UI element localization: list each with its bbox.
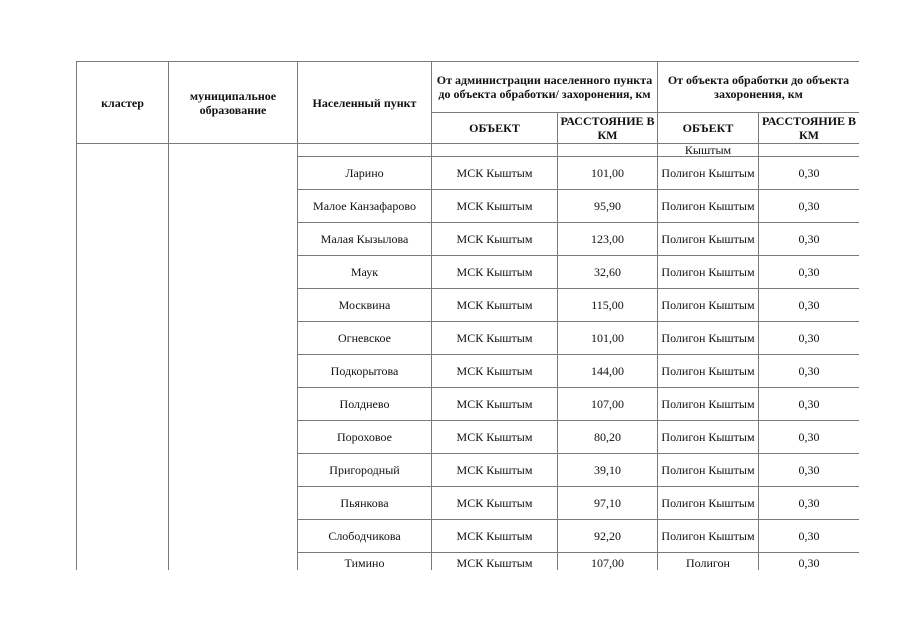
object1-cell: МСК Кыштым bbox=[432, 322, 558, 355]
settlement-cell: Тимино bbox=[298, 553, 432, 571]
object2-cell: Полигон Кыштым bbox=[658, 289, 759, 322]
distance1-cell: 144,00 bbox=[558, 355, 658, 388]
table-body bbox=[77, 144, 860, 571]
distance2-cell bbox=[759, 144, 860, 157]
object2-cell: Полигон Кыштым bbox=[658, 157, 759, 190]
settlement-cell: Пьянкова bbox=[298, 487, 432, 520]
object2-cell: Полигон Кыштым bbox=[658, 421, 759, 454]
distance1-cell bbox=[558, 144, 658, 157]
settlement-cell: Полднево bbox=[298, 388, 432, 421]
distance1-cell: 97,10 bbox=[558, 487, 658, 520]
distance1-cell: 101,00 bbox=[558, 157, 658, 190]
object2-cell: Полигон bbox=[658, 553, 759, 571]
municipality-cell bbox=[169, 144, 298, 571]
distance2-cell: 0,30 bbox=[759, 289, 860, 322]
distance1-cell: 101,00 bbox=[558, 322, 658, 355]
cluster-cell bbox=[77, 144, 169, 571]
settlement-cell: Пороховое bbox=[298, 421, 432, 454]
header-distance-2: РАССТОЯНИЕ В КМ bbox=[759, 113, 860, 144]
settlement-cell: Маук bbox=[298, 256, 432, 289]
distance1-cell: 92,20 bbox=[558, 520, 658, 553]
settlement-cell: Ларино bbox=[298, 157, 432, 190]
object2-cell: Полигон Кыштым bbox=[658, 388, 759, 421]
object2-cell: Полигон Кыштым bbox=[658, 520, 759, 553]
object1-cell: МСК Кыштым bbox=[432, 355, 558, 388]
settlement-cell: Слободчикова bbox=[298, 520, 432, 553]
object1-cell: МСК Кыштым bbox=[432, 388, 558, 421]
object2-cell: Кыштым bbox=[658, 144, 759, 157]
object1-cell: МСК Кыштым bbox=[432, 421, 558, 454]
distance1-cell: 32,60 bbox=[558, 256, 658, 289]
distance2-cell: 0,30 bbox=[759, 223, 860, 256]
distance2-cell: 0,30 bbox=[759, 553, 860, 571]
distance2-cell: 0,30 bbox=[759, 388, 860, 421]
header-group-admin-to-facility: От администрации населенного пункта до объекта обработки/ захоронения, км bbox=[432, 62, 658, 113]
object1-cell: МСК Кыштым bbox=[432, 190, 558, 223]
settlement-cell: Москвина bbox=[298, 289, 432, 322]
table-header bbox=[77, 62, 860, 144]
distance2-cell: 0,30 bbox=[759, 190, 860, 223]
distance2-cell: 0,30 bbox=[759, 454, 860, 487]
object1-cell: МСК Кыштым bbox=[432, 256, 558, 289]
distance2-cell: 0,30 bbox=[759, 520, 860, 553]
distance-table bbox=[76, 61, 859, 570]
distance1-cell: 95,90 bbox=[558, 190, 658, 223]
distance2-cell: 0,30 bbox=[759, 355, 860, 388]
distance2-cell: 0,30 bbox=[759, 322, 860, 355]
distance2-cell: 0,30 bbox=[759, 421, 860, 454]
object1-cell: МСК Кыштым bbox=[432, 520, 558, 553]
object1-cell: МСК Кыштым bbox=[432, 487, 558, 520]
header-cluster: кластер bbox=[77, 62, 169, 144]
object1-cell: МСК Кыштым bbox=[432, 454, 558, 487]
object1-cell: МСК Кыштым bbox=[432, 223, 558, 256]
distance1-cell: 107,00 bbox=[558, 553, 658, 571]
settlement-cell: Малая Кызылова bbox=[298, 223, 432, 256]
distance2-cell: 0,30 bbox=[759, 157, 860, 190]
distance1-cell: 80,20 bbox=[558, 421, 658, 454]
object1-cell: МСК Кыштым bbox=[432, 157, 558, 190]
object1-cell bbox=[432, 144, 558, 157]
header-group-facility-to-landfill: От объекта обработки до объекта захоронения, км bbox=[658, 62, 860, 113]
settlement-cell: Огневское bbox=[298, 322, 432, 355]
object2-cell: Полигон Кыштым bbox=[658, 190, 759, 223]
settlement-cell: Малое Канзафарово bbox=[298, 190, 432, 223]
distance1-cell: 115,00 bbox=[558, 289, 658, 322]
distance2-cell: 0,30 bbox=[759, 487, 860, 520]
header-municipality: муниципальное образование bbox=[169, 62, 298, 144]
object2-cell: Полигон Кыштым bbox=[658, 355, 759, 388]
settlement-cell: Подкорытова bbox=[298, 355, 432, 388]
object2-cell: Полигон Кыштым bbox=[658, 454, 759, 487]
object2-cell: Полигон Кыштым bbox=[658, 223, 759, 256]
header-object-1: ОБЪЕКТ bbox=[432, 113, 558, 144]
distance2-cell: 0,30 bbox=[759, 256, 860, 289]
table-viewport bbox=[76, 61, 859, 570]
header-distance-1: РАССТОЯНИЕ В КМ bbox=[558, 113, 658, 144]
object1-cell: МСК Кыштым bbox=[432, 553, 558, 571]
settlement-cell: Пригородный bbox=[298, 454, 432, 487]
object1-cell: МСК Кыштым bbox=[432, 289, 558, 322]
distance1-cell: 107,00 bbox=[558, 388, 658, 421]
settlement-cell bbox=[298, 144, 432, 157]
object2-cell: Полигон Кыштым bbox=[658, 256, 759, 289]
header-object-2: ОБЪЕКТ bbox=[658, 113, 759, 144]
object2-cell: Полигон Кыштым bbox=[658, 487, 759, 520]
table-row bbox=[77, 144, 860, 157]
header-settlement: Населенный пункт bbox=[298, 62, 432, 144]
distance1-cell: 39,10 bbox=[558, 454, 658, 487]
distance1-cell: 123,00 bbox=[558, 223, 658, 256]
object2-cell: Полигон Кыштым bbox=[658, 322, 759, 355]
